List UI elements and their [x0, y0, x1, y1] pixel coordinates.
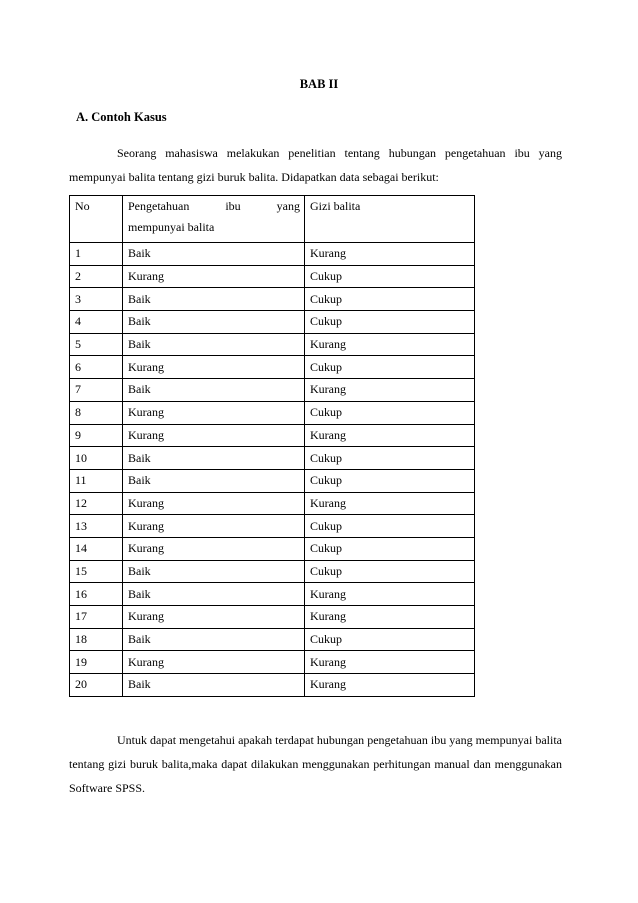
cell-knowledge: Kurang [123, 401, 305, 424]
cell-nutrition: Cukup [305, 560, 475, 583]
header-knowledge-line1 [128, 199, 304, 214]
cell-nutrition: Cukup [305, 311, 475, 334]
cell-no: 2 [70, 265, 123, 288]
header-knowledge-word2: ibu [225, 199, 241, 213]
cell-no: 13 [70, 515, 123, 538]
cell-knowledge: Kurang [123, 356, 305, 379]
cell-nutrition: Cukup [305, 356, 475, 379]
table-row [70, 311, 475, 334]
cell-no: 17 [70, 606, 123, 629]
table-row [70, 379, 475, 402]
cell-nutrition: Cukup [305, 515, 475, 538]
table-row [70, 651, 475, 674]
cell-no: 11 [70, 469, 123, 492]
closing-paragraph: Untuk dapat mengetahui apakah terdapat hubungan pengetahuan ibu yang mempunyai balita tentang gizi buruk balita,maka dapat dilakukan menggunakan perhitungan manual dan menggunakan Software SPSS. [69, 733, 562, 795]
cell-nutrition: Kurang [305, 424, 475, 447]
cell-no: 18 [70, 628, 123, 651]
table-row [70, 560, 475, 583]
table-row [70, 243, 475, 266]
table-row [70, 447, 475, 470]
table-header-row [70, 196, 475, 243]
cell-no: 14 [70, 537, 123, 560]
cell-nutrition: Kurang [305, 243, 475, 266]
cell-nutrition: Kurang [305, 379, 475, 402]
cell-no: 16 [70, 583, 123, 606]
table-row [70, 583, 475, 606]
cell-nutrition: Cukup [305, 628, 475, 651]
table-row [70, 265, 475, 288]
header-no: No [70, 196, 123, 243]
cell-knowledge: Baik [123, 379, 305, 402]
cell-nutrition: Kurang [305, 583, 475, 606]
cell-knowledge: Kurang [123, 606, 305, 629]
cell-knowledge: Kurang [123, 492, 305, 515]
cell-nutrition: Cukup [305, 537, 475, 560]
cell-nutrition: Cukup [305, 401, 475, 424]
cell-no: 15 [70, 560, 123, 583]
section-title: A. Contoh Kasus [76, 110, 167, 124]
intro-paragraph: Seorang mahasiswa melakukan penelitian tentang hubungan pengetahuan ibu yang mempunyai balita tentang gizi buruk balita. Didapatkan data sebagai berikut: [69, 146, 562, 184]
cell-no: 9 [70, 424, 123, 447]
cell-nutrition: Cukup [305, 469, 475, 492]
header-nutrition: Gizi balita [305, 196, 475, 243]
cell-knowledge: Kurang [123, 515, 305, 538]
cell-nutrition: Cukup [305, 265, 475, 288]
cell-no: 10 [70, 447, 123, 470]
cell-knowledge: Baik [123, 243, 305, 266]
table-row [70, 401, 475, 424]
cell-knowledge: Baik [123, 447, 305, 470]
cell-no: 7 [70, 379, 123, 402]
cell-nutrition: Kurang [305, 492, 475, 515]
cell-knowledge: Baik [123, 560, 305, 583]
table-row [70, 537, 475, 560]
cell-knowledge: Baik [123, 628, 305, 651]
header-knowledge-word3: yang [276, 199, 300, 213]
table-row [70, 492, 475, 515]
cell-nutrition: Kurang [305, 674, 475, 697]
table-row [70, 515, 475, 538]
cell-no: 20 [70, 674, 123, 697]
header-knowledge [123, 196, 305, 243]
chapter-title: BAB II [299, 77, 339, 91]
cell-knowledge: Baik [123, 674, 305, 697]
cell-knowledge: Baik [123, 311, 305, 334]
cell-no: 19 [70, 651, 123, 674]
cell-no: 6 [70, 356, 123, 379]
cell-knowledge: Baik [123, 333, 305, 356]
cell-knowledge: Kurang [123, 537, 305, 560]
cell-knowledge: Baik [123, 288, 305, 311]
table-row [70, 606, 475, 629]
table-row [70, 288, 475, 311]
table-row [70, 356, 475, 379]
cell-no: 12 [70, 492, 123, 515]
cell-knowledge: Baik [123, 583, 305, 606]
cell-no: 3 [70, 288, 123, 311]
table-row [70, 628, 475, 651]
cell-nutrition: Cukup [305, 288, 475, 311]
cell-nutrition: Kurang [305, 606, 475, 629]
cell-knowledge: Baik [123, 469, 305, 492]
table-row [70, 469, 475, 492]
cell-no: 4 [70, 311, 123, 334]
cell-knowledge: Kurang [123, 265, 305, 288]
table-row [70, 424, 475, 447]
cell-nutrition: Kurang [305, 333, 475, 356]
cell-no: 1 [70, 243, 123, 266]
cell-no: 5 [70, 333, 123, 356]
cell-nutrition: Cukup [305, 447, 475, 470]
table-row [70, 674, 475, 697]
table-row [70, 333, 475, 356]
cell-nutrition: Kurang [305, 651, 475, 674]
cell-no: 8 [70, 401, 123, 424]
data-table [69, 195, 475, 697]
header-knowledge-line2: mempunyai balita [128, 220, 215, 234]
cell-knowledge: Kurang [123, 424, 305, 447]
header-knowledge-word1: Pengetahuan [128, 199, 190, 213]
cell-knowledge: Kurang [123, 651, 305, 674]
